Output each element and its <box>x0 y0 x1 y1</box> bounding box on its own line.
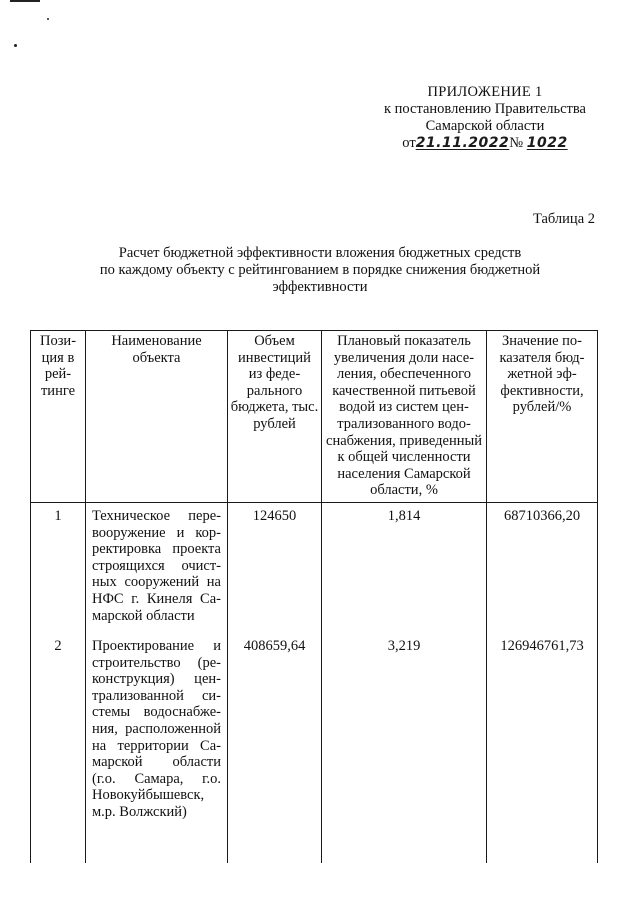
row-share: 3,219 <box>322 626 487 863</box>
row-position: 1 <box>31 502 86 626</box>
scan-speck <box>47 18 49 20</box>
scan-speck <box>14 44 17 47</box>
date-prefix: от <box>402 135 416 151</box>
row-value: 68710366,20 <box>487 502 598 626</box>
row-share: 1,814 <box>322 502 487 626</box>
heading-line-3: эффективности <box>272 279 368 295</box>
header-share: Плановый показатель увеличения доли населения, обеспеченного качественной питьевой водой из систем централизованного водоснабжения, приведенный к общей численности населения Самарской области, % <box>322 331 487 503</box>
heading-line-2: по каждому объекту с рейтингованием в порядке снижения бюджетной <box>99 262 541 278</box>
appendix-line-2: Самарской области <box>425 118 545 134</box>
appendix-date-line <box>402 135 567 152</box>
appendix-line-1: к постановлению Правительства <box>384 101 586 117</box>
scan-speck <box>10 0 40 2</box>
table-header-row <box>31 331 598 503</box>
appendix-block <box>360 84 610 152</box>
row-value: 126946761,73 <box>487 626 598 863</box>
number-prefix: № <box>509 135 524 151</box>
ranking-table <box>30 330 598 863</box>
row-investment: 408659,64 <box>228 626 322 863</box>
header-position: Позиция в рейтинге <box>31 331 86 503</box>
table-row <box>31 502 598 626</box>
handwritten-date: 21.11.2022 <box>415 135 510 151</box>
row-object-name: Проектирование и строительство (реконструкция) централизованной системы водоснабжения, расположенной на территории Самарской области (г.о. Самара, г.о. Новокуйбышевск, м.р. Волжский) <box>86 626 228 863</box>
row-object-name: Техническое перевооружение и корректировка проекта строящихся очистных сооружений на НФС г. Кинеля Самарской области <box>86 502 228 626</box>
header-investment: Объем инвестиций из федерального бюджета, тыс. рублей <box>228 331 322 503</box>
row-position: 2 <box>31 626 86 863</box>
handwritten-number: 1022 <box>526 135 568 151</box>
table-heading <box>60 245 580 296</box>
table-label: Таблица 2 <box>532 211 595 227</box>
header-value: Значение показателя бюджетной эффективности, рублей/% <box>487 331 598 503</box>
appendix-title: ПРИЛОЖЕНИЕ 1 <box>427 84 543 100</box>
heading-line-1: Расчет бюджетной эффективности вложения бюджетных средств <box>118 245 522 261</box>
table-row <box>31 626 598 863</box>
header-name: Наименование объекта <box>86 331 228 503</box>
row-investment: 124650 <box>228 502 322 626</box>
